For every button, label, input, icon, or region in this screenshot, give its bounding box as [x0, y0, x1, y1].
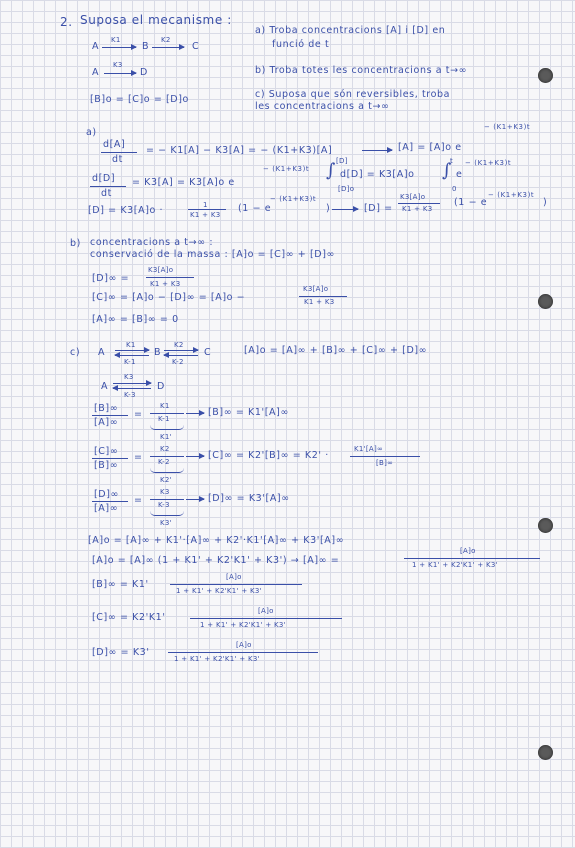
fraction-numerator: [A]o — [258, 607, 274, 615]
fraction-denominator: K1 + K3 — [150, 280, 181, 288]
fraction-denominator: 1 + K1' + K2'K1' + K3' — [176, 587, 262, 595]
rate-k1: K1 — [111, 36, 121, 44]
fraction-bar — [170, 584, 302, 585]
rate-k-3: K-3 — [124, 391, 136, 399]
fraction-numerator: [B]∞ — [94, 403, 119, 414]
binder-hole — [538, 745, 553, 760]
implies-arrow — [186, 456, 204, 457]
fraction-bar — [299, 296, 347, 297]
c-equilibrium: [C]∞ = K2'[B]∞ = K2' · — [208, 450, 329, 461]
equals-sign: = — [134, 452, 143, 463]
d-final: [D]∞ = K3' — [92, 647, 150, 658]
rate-k3: K3 — [113, 61, 123, 69]
paren-close: ) — [543, 197, 548, 208]
fraction-denominator: K-1 — [158, 415, 170, 423]
underbrace — [150, 468, 184, 473]
solution-a: [A] = [A]o e — [398, 142, 462, 153]
fraction-denominator: 1 + K1' + K2'K1' + K3' — [412, 561, 498, 569]
fraction-bar — [92, 458, 128, 459]
fraction-numerator: [D]∞ — [94, 489, 120, 500]
fraction-bar — [188, 209, 226, 210]
fraction-numerator: K1'[A]∞ — [354, 445, 384, 453]
fraction-numerator: [A]o — [226, 573, 242, 581]
c-final: [C]∞ = K2'K1' — [92, 612, 166, 623]
problem-statement: Suposa el mecanisme : — [80, 13, 232, 27]
implies-arrow — [186, 499, 204, 500]
d-expression-mid: (1 − e — [238, 203, 272, 214]
equals-sign: = — [134, 495, 143, 506]
binder-hole — [538, 518, 553, 533]
reaction-arrow — [102, 47, 136, 48]
rate-k-1: K-1 — [124, 358, 136, 366]
c-infinity: [C]∞ = [A]o − [D]∞ = [A]o − — [92, 292, 246, 303]
species-a: A — [98, 347, 106, 358]
initial-conditions: [B]o = [C]o = [D]o — [90, 94, 189, 105]
equals-sign: = — [134, 409, 143, 420]
fraction-bar — [404, 558, 540, 559]
d-infinity: [D]∞ = — [92, 273, 130, 284]
mass-balance: [A]o = [A]∞ + [B]∞ + [C]∞ + [D]∞ — [244, 345, 428, 356]
a-b-infinity: [A]∞ = [B]∞ = 0 — [92, 314, 179, 325]
fraction-numerator: K3[A]o — [303, 285, 329, 293]
fraction-numerator: K3 — [160, 488, 170, 496]
brace-label: K3' — [160, 519, 172, 527]
fraction-bar — [90, 186, 126, 187]
section-b-label: b) — [70, 238, 81, 249]
rate-k2: K2 — [174, 341, 184, 349]
fraction-bar — [146, 277, 194, 278]
integral-upper: t — [450, 157, 454, 165]
fraction-numerator: K2 — [160, 445, 170, 453]
d-solution: [D] = — [364, 203, 393, 214]
integrand: e — [456, 169, 463, 180]
species-d: D — [140, 67, 148, 78]
mass-balance-substituted: [A]o = [A]∞ + K1'·[A]∞ + K2'·K1'[A]∞ + K3'[A]∞ — [88, 535, 345, 546]
fraction-bar — [150, 456, 184, 457]
d-equilibrium: [D]∞ = K3'[A]∞ — [208, 493, 290, 504]
exponent: − (K1+K3)t — [465, 159, 512, 167]
integral-sign: ∫ — [442, 160, 452, 181]
fraction-numerator: [A]o — [460, 547, 476, 555]
rate-k3: K3 — [124, 373, 134, 381]
integral-expression: d[D] = K3[A]o — [340, 169, 415, 180]
fraction-numerator: K1 — [160, 402, 170, 410]
paren-close: ) — [326, 203, 331, 214]
exponent: − (K1+K3)t — [484, 123, 531, 131]
fraction-numerator: d[A] — [103, 139, 126, 150]
exponent: − (K1+K3)t — [488, 191, 535, 199]
fraction-denominator: 1 + K1' + K2'K1' + K3' — [174, 655, 260, 663]
integral-lower: 0 — [452, 185, 457, 193]
fraction-bar — [190, 618, 342, 619]
fraction-denominator: [A]∞ — [94, 417, 119, 428]
fraction-denominator: K1 + K3 — [402, 205, 433, 213]
part-c-line2: les concentracions a t→∞ — [255, 101, 390, 112]
rate-k1: K1 — [126, 341, 136, 349]
implies-arrow — [186, 413, 204, 414]
fraction-numerator: K3[A]o — [148, 266, 174, 274]
section-b-title: concentracions a t→∞ : — [90, 237, 214, 248]
fraction-numerator: [A]o — [236, 641, 252, 649]
underbrace — [150, 425, 184, 430]
problem-number: 2. — [60, 15, 73, 29]
rate-equation-d: = K3[A] = K3[A]o e — [132, 177, 235, 188]
underbrace — [150, 511, 184, 516]
fraction-bar — [398, 203, 440, 204]
species-a: A — [101, 381, 109, 392]
fraction-denominator: dt — [112, 154, 123, 165]
fraction-bar — [150, 413, 184, 414]
exponent: − (K1+K3)t — [263, 165, 310, 173]
species-d: D — [157, 381, 165, 392]
integral-upper: [D] — [336, 157, 348, 165]
binder-hole — [538, 294, 553, 309]
integral-lower: [D]o — [338, 185, 355, 193]
implies-arrow — [362, 150, 392, 151]
reverse-arrow — [164, 355, 198, 356]
fraction-bar — [101, 152, 137, 153]
species-b: B — [142, 41, 150, 52]
fraction-numerator: 1 — [203, 201, 208, 209]
forward-arrow — [164, 350, 198, 351]
d-solution-tail: (1 − e — [454, 197, 488, 208]
fraction-bar — [92, 415, 128, 416]
fraction-denominator: K-2 — [158, 458, 170, 466]
fraction-denominator: [B]∞ — [94, 460, 119, 471]
exponent: − (K1+K3)t — [270, 195, 317, 203]
fraction-bar — [168, 652, 318, 653]
fraction-denominator: dt — [101, 188, 112, 199]
forward-arrow — [115, 350, 149, 351]
section-a-label: a) — [86, 127, 97, 138]
rate-k-2: K-2 — [172, 358, 184, 366]
part-c-line1: c) Suposa que són reversibles, troba — [255, 89, 451, 100]
fraction-denominator: K1 + K3 — [304, 298, 335, 306]
fraction-numerator: d[D] — [92, 173, 116, 184]
species-b: B — [154, 347, 162, 358]
fraction-denominator: K-3 — [158, 501, 170, 509]
mass-conservation: conservació de la massa : [A]o = [C]∞ + [D]∞ — [90, 249, 336, 260]
forward-arrow — [113, 383, 151, 384]
d-expression: [D] = K3[A]o · — [88, 205, 164, 216]
fraction-denominator: [A]∞ — [94, 503, 119, 514]
part-a-line2: funció de t — [272, 39, 330, 50]
fraction-numerator: K3[A]o — [400, 193, 426, 201]
reaction-arrow — [104, 73, 136, 74]
implies-arrow — [332, 209, 358, 210]
b-equilibrium: [B]∞ = K1'[A]∞ — [208, 407, 289, 418]
reaction-arrow — [152, 47, 184, 48]
part-a-line1: a) Troba concentracions [A] i [D] en — [255, 25, 446, 36]
brace-label: K1' — [160, 433, 172, 441]
fraction-bar — [150, 499, 184, 500]
fraction-bar — [92, 501, 128, 502]
rate-k2: K2 — [161, 36, 171, 44]
binder-hole — [538, 68, 553, 83]
fraction-denominator: 1 + K1' + K2'K1' + K3' — [200, 621, 286, 629]
fraction-bar — [350, 456, 420, 457]
fraction-denominator: [B]∞ — [376, 459, 394, 467]
part-b-statement: b) Troba totes les concentracions a t→∞ — [255, 65, 468, 76]
species-a: A — [92, 67, 100, 78]
fraction-numerator: [C]∞ — [94, 446, 119, 457]
brace-label: K2' — [160, 476, 172, 484]
fraction-denominator: K1 + K3 — [190, 211, 221, 219]
species-a: A — [92, 41, 100, 52]
rate-equation-a: = − K1[A] − K3[A] = − (K1+K3)[A] — [146, 145, 333, 156]
section-c-label: c) — [70, 347, 81, 358]
a-factored: [A]o = [A]∞ (1 + K1' + K2'K1' + K3') → [A]∞ = — [92, 555, 340, 566]
reverse-arrow — [113, 388, 151, 389]
reverse-arrow — [115, 355, 149, 356]
b-final: [B]∞ = K1' — [92, 579, 149, 590]
integral-sign: ∫ — [326, 160, 336, 181]
species-c: C — [192, 41, 200, 52]
species-c: C — [204, 347, 212, 358]
